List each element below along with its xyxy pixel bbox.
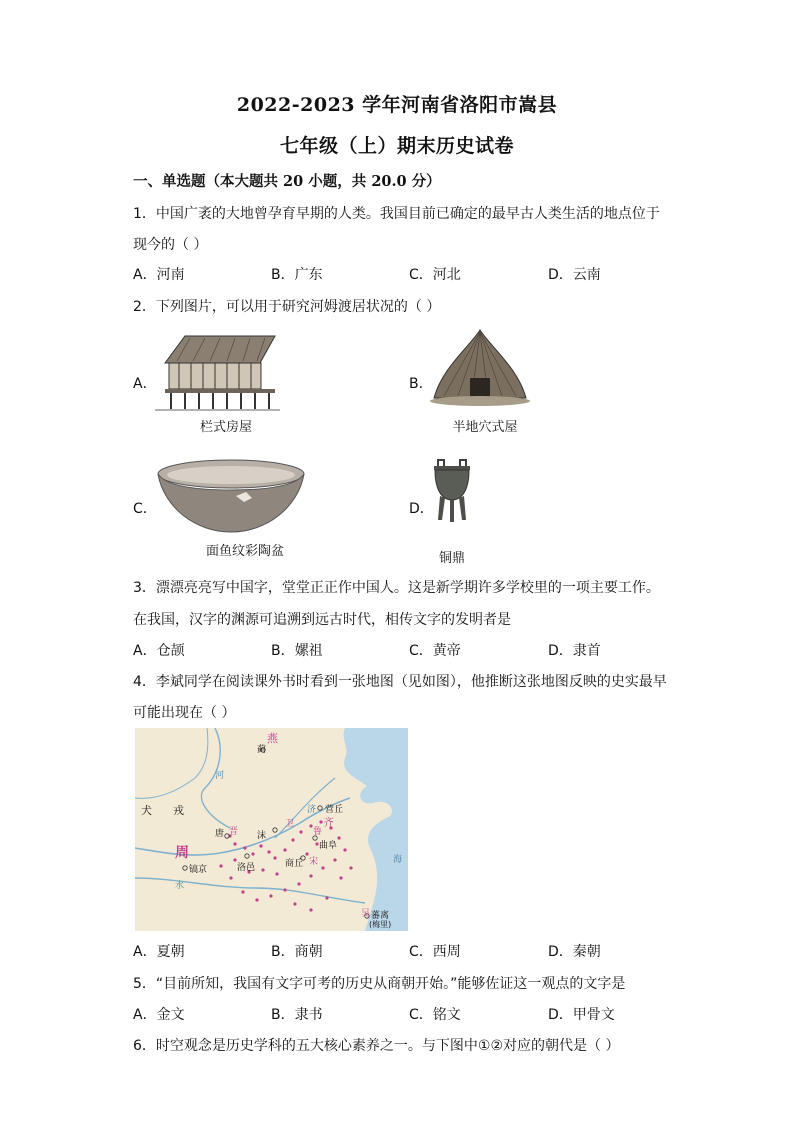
question-2-text: 2．下列图片，可以用于研究河姆渡居状况的（ ） — [133, 299, 441, 315]
map-label-zhou: 周 — [175, 845, 189, 861]
map-label-shangqiu: 商丘 — [285, 859, 304, 869]
q2-caption-a: 栏式房屋 — [199, 420, 252, 435]
q3-option-b[interactable]: B．嫘祖 — [271, 643, 323, 659]
q4-option-a[interactable]: A．夏朝 — [133, 944, 185, 960]
q2-option-b[interactable]: B． — [409, 376, 433, 392]
map-label-fanli: 蕃离 — [371, 911, 390, 921]
q3-option-a[interactable]: A．仓颉 — [133, 643, 185, 659]
question-4-text-cont: 可能出现在（ ） — [133, 705, 236, 721]
q5-option-d[interactable]: D．甲骨文 — [548, 1007, 615, 1023]
map-label-wu: 吴 — [361, 909, 371, 919]
map-label-shui: 水 — [175, 881, 185, 891]
stilt-house-image — [155, 333, 280, 411]
q1-option-a[interactable]: A．河南 — [133, 267, 185, 283]
painted-pottery-basin-image — [156, 456, 306, 536]
map-label-qufu: 曲阜 — [319, 841, 338, 851]
q4-option-c[interactable]: C．西周 — [409, 944, 461, 960]
q5-option-c[interactable]: C．铭文 — [409, 1007, 461, 1023]
map-label-mei: 沬 — [257, 831, 267, 841]
map-label-song: 宋 — [309, 857, 319, 867]
map-label-tang: 唐 — [215, 829, 225, 839]
map-label-jin: 晋 — [229, 827, 239, 837]
question-3-text: 3．漂漂亮亮写中国字，堂堂正正作中国人。这是新学期许多学校里的一项主要工作。 — [133, 580, 660, 596]
semi-subterranean-house-image — [430, 328, 530, 412]
q5-option-a[interactable]: A．金文 — [133, 1007, 185, 1023]
q1-option-c[interactable]: C．河北 — [409, 267, 461, 283]
q2-option-c[interactable]: C． — [133, 501, 157, 517]
exam-title-line1: 2022-2023 学年河南省洛阳市嵩县 — [236, 94, 558, 116]
question-6-text: 6．时空观念是历史学科的五大核心素养之一。与下图中①②对应的朝代是（ ） — [133, 1038, 620, 1054]
exam-title-line2: 七年级（上）期末历史试卷 — [279, 135, 514, 157]
map-label-haojing: 镐京 — [189, 865, 208, 875]
map-label-yan: 燕 — [267, 732, 278, 745]
western-zhou-map — [135, 728, 408, 931]
q2-option-d[interactable]: D． — [409, 501, 434, 517]
map-label-meili: (梅里) — [369, 920, 392, 929]
q3-option-c[interactable]: C．黄帝 — [409, 643, 461, 659]
question-4-text: 4．李斌同学在阅读课外书时看到一张地图（见如图），他推断这张地图反映的史实最早 — [133, 674, 667, 690]
map-label-rong: 戎 — [173, 804, 184, 817]
map-label-hai: 海 — [393, 855, 403, 865]
q2-caption-b: 半地穴式屋 — [452, 420, 518, 435]
bronze-ding-image — [430, 458, 474, 542]
q4-option-b[interactable]: B．商朝 — [271, 944, 323, 960]
question-3-text-cont: 在我国，汉字的渊源可追溯到远古时代，相传文字的发明者是 — [133, 612, 511, 628]
map-label-wei: 卫 — [285, 819, 295, 829]
map-label-yingqiu: 营丘 — [325, 805, 344, 815]
map-label-quan: 犬 — [141, 804, 152, 817]
map-label-qi: 齐 — [323, 816, 334, 829]
q4-option-d[interactable]: D．秦朝 — [548, 944, 601, 960]
section-heading: 一、单选题（本大题共 20 小题，共 20.0 分） — [133, 173, 441, 190]
question-5-text: 5．“目前所知，我国有文字可考的历史从商朝开始。”能够佐证这一观点的文字是 — [133, 976, 626, 992]
q1-option-d[interactable]: D．云南 — [548, 267, 601, 283]
q2-caption-c: 面鱼纹彩陶盆 — [205, 544, 284, 559]
map-label-lu: 鲁 — [313, 827, 323, 837]
question-1-text: 1．中国广袤的大地曾孕育早期的人类。我国目前已确定的最早古人类生活的地点位于 — [133, 206, 660, 222]
q2-option-a[interactable]: A． — [133, 376, 157, 392]
q3-option-d[interactable]: D．隶首 — [548, 643, 601, 659]
question-1-text-cont: 现今的（ ） — [133, 237, 208, 253]
map-label-ji: 蓟 — [257, 745, 267, 755]
map-label-luoyi: 洛邑 — [237, 863, 256, 873]
q5-option-b[interactable]: B．隶书 — [271, 1007, 323, 1023]
map-label-ji-river: 济 — [307, 805, 317, 815]
map-label-he: 河 — [215, 771, 225, 781]
q2-caption-d: 铜鼎 — [438, 551, 465, 566]
q1-option-b[interactable]: B．广东 — [271, 267, 323, 283]
